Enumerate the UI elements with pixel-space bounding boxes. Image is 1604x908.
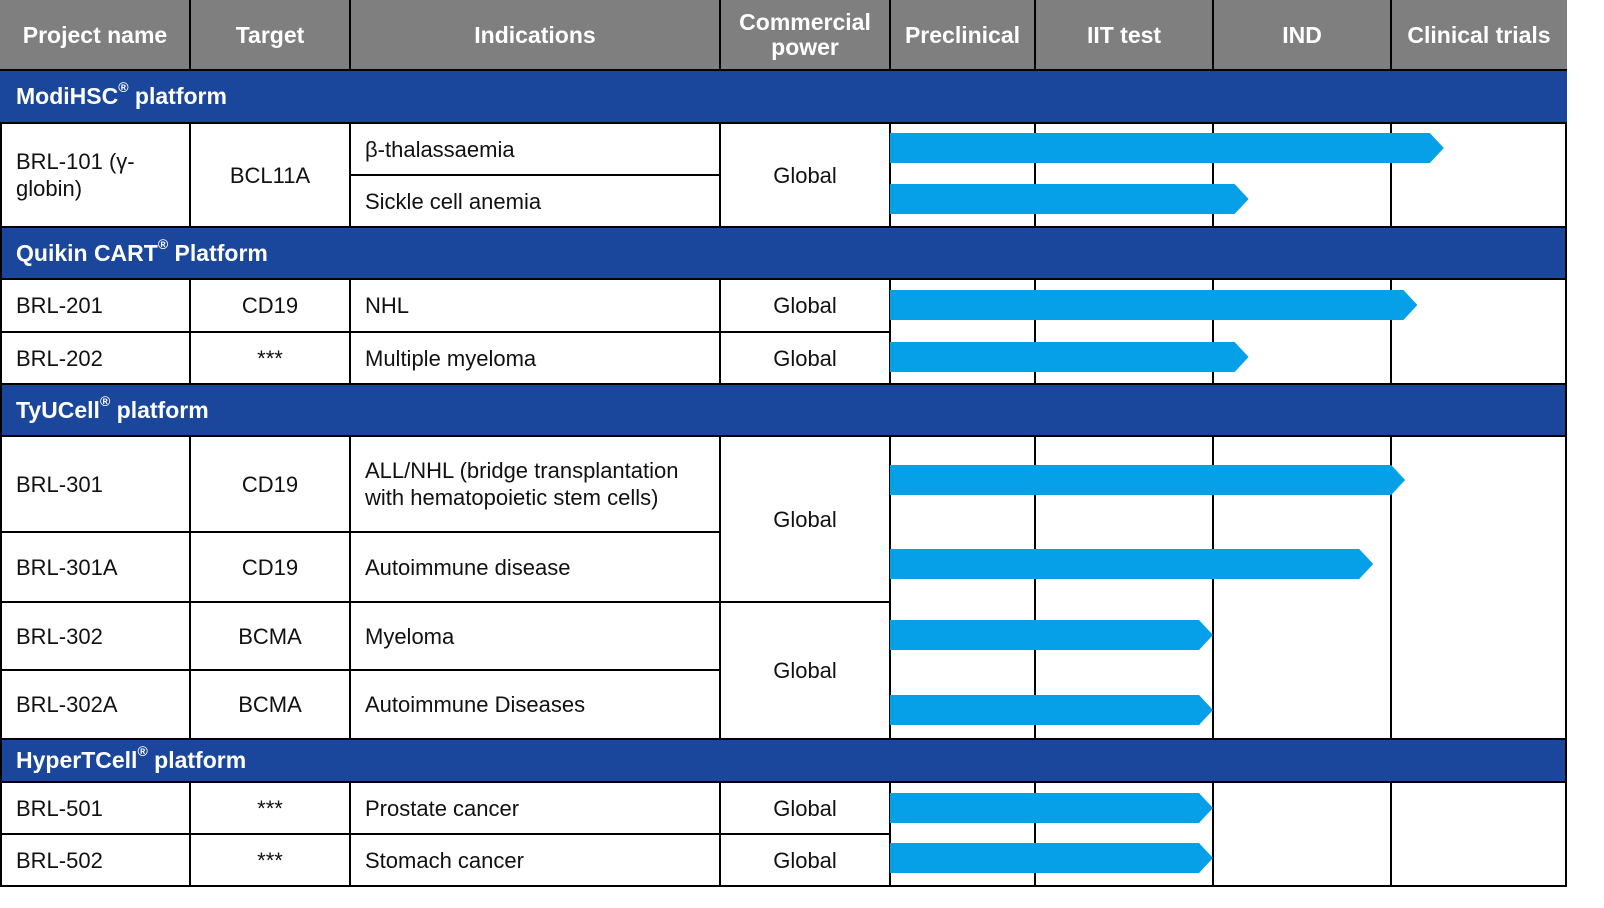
- grid-line: [0, 669, 720, 671]
- grid-line: [189, 278, 191, 384]
- header-clinical-trials: Clinical trials: [1391, 0, 1567, 70]
- grid-line: [0, 435, 1567, 437]
- platform-name: TyUCell: [16, 396, 100, 423]
- grid-line: [0, 781, 1567, 783]
- progress-arrow-shape: [890, 843, 1213, 873]
- grid-line: [350, 174, 720, 176]
- registered-mark: ®: [157, 235, 169, 252]
- project-name-cell: BRL-301A: [16, 554, 118, 580]
- project-name-cell: BRL-202: [16, 345, 103, 371]
- grid-line: [719, 278, 721, 384]
- progress-arrow: [890, 342, 1249, 372]
- grid-line: [189, 122, 191, 227]
- grid-line: [889, 0, 891, 70]
- header-preclinical: Preclinical: [890, 0, 1035, 70]
- project-name-cell: BRL-301: [16, 471, 103, 497]
- header-indications: Indications: [350, 0, 720, 70]
- commercial-power-cell: Global: [773, 293, 837, 318]
- project-name-cell: BRL-101 (γ-globin): [16, 149, 135, 201]
- grid-line: [0, 278, 1567, 280]
- grid-line: [349, 781, 351, 887]
- header-commercial-power: Commercial power: [720, 0, 890, 70]
- platform-band-hypertcell: [0, 739, 1567, 782]
- grid-line: [719, 781, 721, 887]
- commercial-power-cell: Global: [773, 847, 837, 873]
- grid-line: [719, 122, 721, 227]
- header-project-name: Project name: [0, 0, 190, 70]
- platform-band-tyucell: [0, 384, 1567, 436]
- progress-arrow-shape: [890, 133, 1444, 163]
- progress-arrow-shape: [890, 290, 1417, 320]
- progress-arrow-shape: [890, 695, 1213, 725]
- grid-line: [719, 435, 721, 739]
- registered-mark: ®: [99, 392, 111, 409]
- indication-cell: NHL: [365, 293, 410, 318]
- progress-arrow-shape: [890, 549, 1373, 579]
- progress-arrow: [890, 184, 1249, 214]
- platform-suffix: platform: [147, 747, 247, 773]
- commercial-power-cell: Global: [773, 658, 837, 683]
- grid-line: [0, 383, 1567, 385]
- progress-arrow: [890, 843, 1213, 873]
- commercial-power-cell: Global: [773, 345, 837, 371]
- header-iit-test: IIT test: [1035, 0, 1213, 70]
- target-cell: ***: [257, 847, 283, 873]
- commercial-power-cell: Global: [773, 795, 837, 821]
- grid-line: [0, 226, 1567, 228]
- header-ind: IND: [1213, 0, 1391, 70]
- grid-line: [189, 435, 191, 739]
- grid-line: [1212, 0, 1214, 70]
- grid-line: [0, 601, 890, 603]
- indication-cell: Autoimmune Diseases: [365, 692, 586, 717]
- grid-line: [1034, 0, 1036, 70]
- project-name-cell: BRL-302: [16, 623, 103, 649]
- commercial-power-cell: Global: [773, 162, 837, 188]
- indication-cell: ALL/NHL (bridge transplantation with hematopoietic stem cells): [365, 458, 679, 510]
- progress-arrow-shape: [890, 184, 1249, 214]
- progress-arrow-shape: [890, 620, 1213, 650]
- progress-arrow-shape: [890, 793, 1213, 823]
- grid-line: [719, 0, 721, 70]
- grid-line: [0, 122, 2, 887]
- indication-cell: Autoimmune disease: [365, 554, 571, 580]
- grid-line: [1390, 781, 1392, 887]
- platform-suffix: platform: [110, 396, 209, 423]
- indication-cell: Sickle cell anemia: [365, 188, 542, 214]
- target-cell: ***: [257, 345, 283, 371]
- progress-arrow-shape: [890, 342, 1249, 372]
- progress-arrow: [890, 290, 1417, 320]
- grid-line: [349, 278, 351, 384]
- platform-name: HyperTCell: [16, 747, 138, 773]
- grid-line: [1390, 0, 1392, 70]
- grid-line: [189, 0, 191, 70]
- platform-suffix: platform: [128, 83, 227, 109]
- grid-line: [349, 0, 351, 70]
- registered-mark: ®: [118, 79, 129, 95]
- target-cell: CD19: [241, 554, 299, 580]
- platform-suffix: Platform: [168, 239, 268, 266]
- progress-arrow: [890, 793, 1213, 823]
- progress-arrow: [890, 620, 1213, 650]
- grid-line: [0, 885, 1567, 887]
- indication-cell: β-thalassaemia: [365, 136, 515, 162]
- indication-cell: Multiple myeloma: [365, 345, 537, 371]
- grid-line: [349, 435, 351, 739]
- progress-arrow: [890, 133, 1444, 163]
- grid-line: [0, 69, 1567, 71]
- progress-arrow: [890, 549, 1373, 579]
- indication-cell: Stomach cancer: [365, 847, 524, 873]
- grid-line: [1565, 122, 1567, 887]
- grid-line: [0, 122, 1567, 124]
- target-cell: BCMA: [238, 623, 302, 649]
- grid-line: [189, 781, 191, 887]
- project-name-cell: BRL-302A: [16, 692, 118, 717]
- grid-line: [0, 833, 890, 835]
- progress-arrow: [890, 465, 1405, 495]
- indication-cell: Prostate cancer: [365, 795, 520, 821]
- target-cell: CD19: [241, 293, 299, 318]
- target-cell: ***: [257, 795, 283, 821]
- platform-name: ModiHSC: [16, 83, 119, 109]
- platform-band-modihsc: [0, 70, 1567, 123]
- project-name-cell: BRL-502: [16, 847, 103, 873]
- project-name-cell: BRL-501: [16, 795, 103, 821]
- grid-line: [0, 331, 890, 333]
- indication-cell: Myeloma: [365, 623, 455, 649]
- platform-band-quikin-cart: [0, 227, 1567, 279]
- platform-name: Quikin CART: [16, 239, 158, 266]
- target-cell: BCMA: [238, 692, 302, 717]
- registered-mark: ®: [137, 743, 148, 759]
- grid-line: [0, 738, 1567, 740]
- project-name-cell: BRL-201: [16, 293, 103, 318]
- grid-line: [349, 122, 351, 227]
- header-target: Target: [190, 0, 350, 70]
- progress-arrow: [890, 695, 1213, 725]
- target-cell: BCL11A: [229, 162, 311, 188]
- commercial-power-cell: Global: [773, 506, 837, 532]
- grid-line: [0, 531, 720, 533]
- progress-arrow-shape: [890, 465, 1405, 495]
- target-cell: CD19: [241, 471, 299, 497]
